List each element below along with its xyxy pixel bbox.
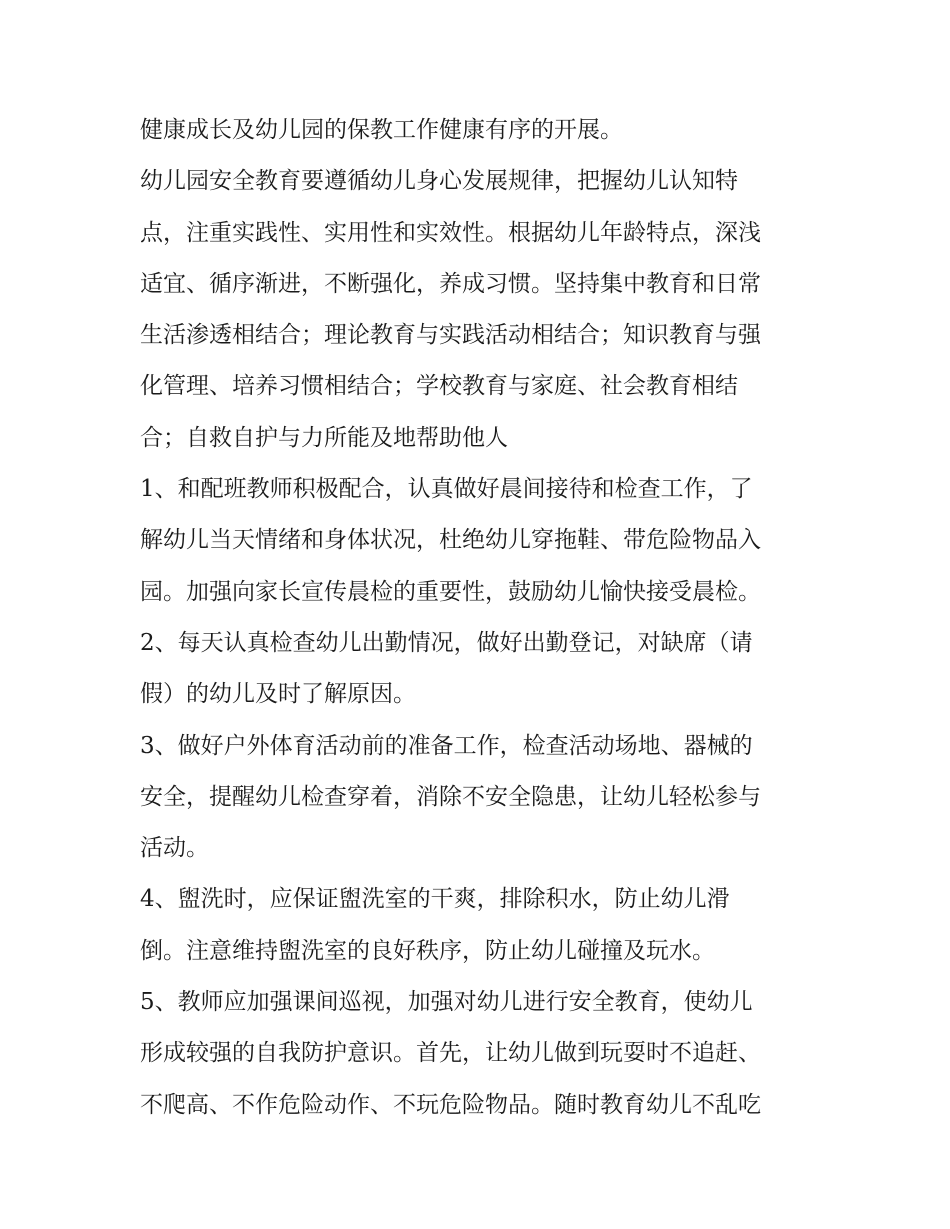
text-line: 形成较强的自我防护意识。首先，让幼儿做到玩耍时不追赶、 <box>140 1040 761 1067</box>
text-line: 幼儿园安全教育要遵循幼儿身心发展规律，把握幼儿认知特 <box>140 168 738 195</box>
text-line: 解幼儿当天情绪和身体状况，杜绝幼儿穿拖鞋、带危险物品入 <box>140 527 761 554</box>
text-line: 安全，提醒幼儿检查穿着，消除不安全隐患，让幼儿轻松参与 <box>140 783 761 810</box>
text-line: 活动。 <box>140 835 209 862</box>
text-line: 1、和配班教师积极配合，认真做好晨间接待和检查工作，了 <box>140 476 753 503</box>
text-line: 3、做好户外体育活动前的准备工作，检查活动场地、器械的 <box>140 732 753 759</box>
text-line: 适宜、循序渐进，不断强化，养成习惯。坚持集中教育和日常 <box>140 270 761 297</box>
text-line: 健康成长及幼儿园的保教工作健康有序的开展。 <box>140 117 623 143</box>
text-line: 化管理、培养习惯相结合；学校教育与家庭、社会教育相结 <box>140 373 738 400</box>
document-body <box>140 105 820 1131</box>
text-line: 2、每天认真检查幼儿出勤情况，做好出勤登记，对缺席（请 <box>140 629 753 656</box>
text-line: 倒。注意维持盥洗室的良好秩序，防止幼儿碰撞及玩水。 <box>140 937 715 964</box>
text-line: 点，注重实践性、实用性和实效性。根据幼儿年龄特点，深浅 <box>140 219 761 246</box>
text-line: 4、盥洗时，应保证盥洗室的干爽，排除积水，防止幼儿滑 <box>140 886 730 913</box>
text-line: 不爬高、不作危险动作、不玩危险物品。随时教育幼儿不乱吃 <box>140 1091 761 1118</box>
text-line: 5、教师应加强课间巡视，加强对幼儿进行安全教育，使幼儿 <box>140 989 753 1016</box>
text-line: 园。加强向家长宣传晨检的重要性，鼓励幼儿愉快接受晨检。 <box>140 578 761 605</box>
text-line: 生活渗透相结合；理论教育与实践活动相结合；知识教育与强 <box>140 322 761 349</box>
text-line: 假）的幼儿及时了解原因。 <box>140 681 416 708</box>
text-line: 合；自救自护与力所能及地帮助他人 <box>140 424 508 451</box>
